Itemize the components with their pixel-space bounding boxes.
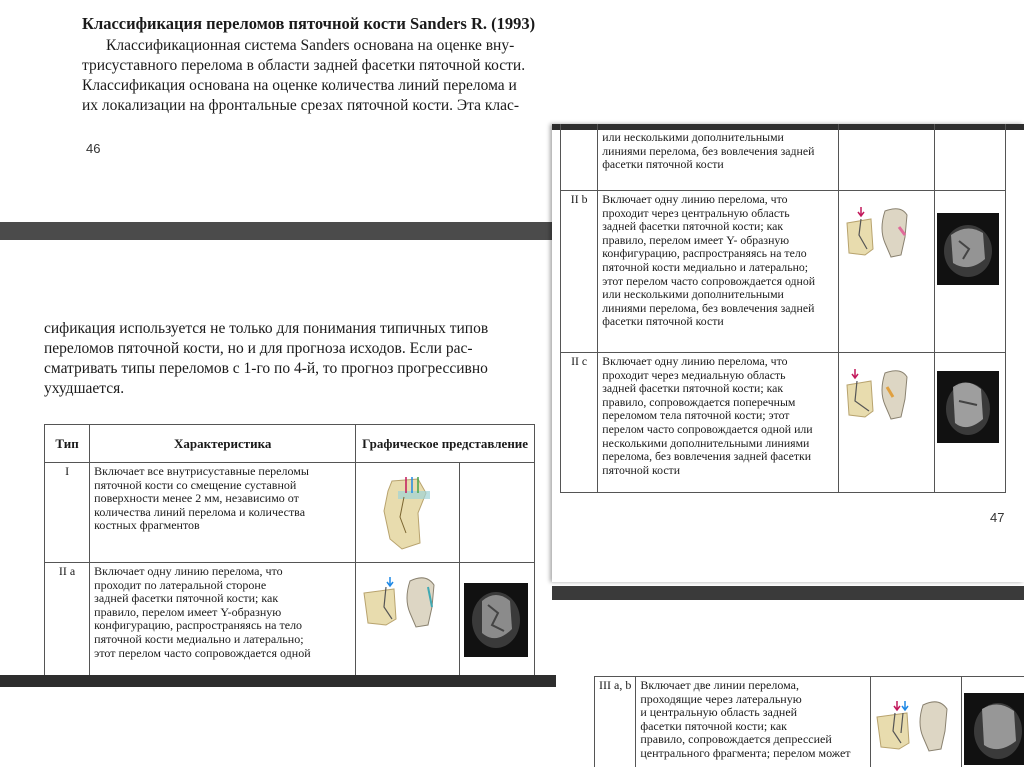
page-number: 47 — [990, 510, 1005, 525]
intro-line: Классификация основана на оценке количества линий перелома и — [82, 77, 517, 94]
page-46-bottom — [0, 240, 556, 675]
row-type: II b — [561, 191, 598, 353]
page-47 — [552, 124, 1024, 582]
ct-cell — [459, 563, 534, 676]
table-header-row — [45, 425, 535, 463]
table-row — [595, 677, 1024, 767]
row-description: Включает одну линию перелома, что проходит через центральную область задней фасетки пяточной кости; как правило, перелом имеет Y- образную конфигурацию, распространяясь на тело пяточной кости медиально и латерально; этот перелом часто сопровождается одной или несколькими дополнительными линиями перелома, без вовлечения задней фасетки пяточной кости — [598, 191, 839, 353]
page-separator — [0, 675, 556, 687]
ct-cell — [962, 677, 1024, 767]
row-description: или несколькими дополнительными линиями перелома, без вовлечения задней фасетки пяточной кости — [598, 124, 839, 191]
header-description: Характеристика — [90, 425, 356, 463]
ct-scan-image — [937, 213, 999, 285]
intro-line: трисуставного перелома в области задней фасетки пяточной кости. — [82, 57, 526, 74]
ct-cell — [934, 353, 1006, 493]
calcaneus-diagram — [841, 205, 921, 265]
calcaneus-diagram — [841, 367, 921, 427]
graphic-cell-empty — [459, 463, 534, 563]
table-row — [561, 124, 1006, 191]
calcaneus-diagram — [873, 697, 959, 757]
graphic-cell — [871, 677, 962, 767]
sanders-table — [44, 424, 535, 675]
row-description: Включает две линии перелома, проходящие через латеральную и центральную область задней фасетки пяточной кости; как правило, сопровождается депрессией центрального фрагмента; перелом может — [636, 677, 871, 767]
graphic-cell — [356, 463, 459, 563]
header-type: Тип — [45, 425, 90, 463]
row-type — [561, 124, 598, 191]
ct-scan-image — [964, 693, 1024, 765]
page-separator — [0, 222, 560, 240]
page-48 — [556, 600, 1024, 767]
ct-scan-image — [937, 371, 999, 443]
section-heading: Классификация переломов пяточной кости Sanders R. (1993) — [82, 14, 536, 33]
row-description: Включает одну линию перелома, что проходит через медиальную область задней фасетки пяточной кости; как правило, сопровождается поперечным переломом тела пяточной кости; этот перелом часто сопровождается одной или несколькими дополнительными линиями перелома, без вовлечения задней фасетки пяточной кости — [598, 353, 839, 493]
graphic-cell — [838, 353, 934, 493]
para-line: сматривать типы переломов с 1-го по 4-й, то прогноз прогрессивно — [44, 360, 488, 377]
table-row — [561, 191, 1006, 353]
graphic-cell — [838, 124, 934, 191]
header-graphic: Графическое представление — [356, 425, 535, 463]
calcaneus-diagram — [360, 573, 450, 637]
calcaneus-diagram — [360, 467, 450, 555]
para-line: ухудшается. — [44, 380, 125, 397]
row-type: II c — [561, 353, 598, 493]
page-46-top — [0, 0, 600, 222]
row-description: Включает все внутрисуставные переломы пяточной кости со смещение суставной поверхности менее 2 мм, независимо от количества линий перелома и количества костных фрагментов — [90, 463, 356, 563]
table-row — [561, 353, 1006, 493]
ct-cell — [934, 124, 1006, 191]
graphic-cell — [356, 563, 459, 676]
continuation-paragraph — [44, 319, 534, 399]
intro-line: Классификационная система Sanders основана на оценке вну- — [106, 37, 515, 54]
row-type: I — [45, 463, 90, 563]
para-line: сификация используется не только для понимания типичных типов — [44, 320, 489, 337]
graphic-cell — [838, 191, 934, 353]
ct-scan-image — [464, 583, 528, 657]
table-row — [45, 463, 535, 563]
sanders-table-continued — [560, 124, 1006, 493]
intro-paragraph — [82, 36, 578, 116]
page-number: 46 — [86, 141, 101, 156]
ct-cell — [934, 191, 1006, 353]
row-type: III a, b — [595, 677, 636, 767]
row-type: II a — [45, 563, 90, 676]
para-line: переломов пяточной кости, но и для прогноза исходов. Если рас- — [44, 340, 473, 357]
intro-line: их локализации на фронтальные срезах пяточной кости. Эта клас- — [82, 97, 520, 114]
sanders-table-page48 — [594, 676, 1024, 767]
row-description: Включает одну линию перелома, что проходит по латеральной стороне задней фасетки пяточной кости; как правило, перелом имеет Y-образную конфигурацию, распространяясь на тело пяточной кости медиально и латерально; этот перелом часто сопровождается одной — [90, 563, 356, 676]
page-separator — [552, 586, 1024, 600]
table-row — [45, 563, 535, 676]
